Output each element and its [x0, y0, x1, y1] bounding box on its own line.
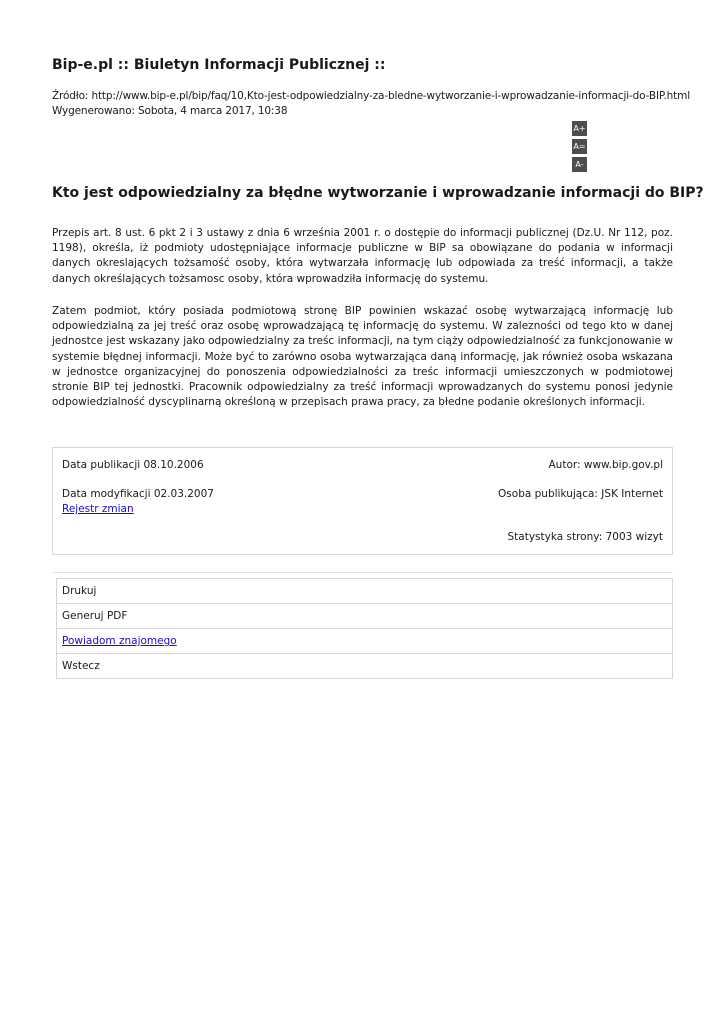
article-paragraph-2: Zatem podmiot, który posiada podmiotową stronę BIP powinien wskazać osobę wytwarzającą informację lub odpowiedzialną za jej treść oraz osobę wprowadzającą tę informację do systemu. W zalezności od tego kto w danej jednostce jest wskazany jako odpowiedzialny za treśc informacji, na tym ciąży odpowiedzialność za funkcjonowanie w systemie błędnej informacji. Może być to zarówno osoba wytwarzająca daną informację, jak również osoba wskazana w jednostce organizacyjnej do ponoszenia odpowiedzialności za treśc informacji umieszczonych w podmiotowej stronie BIP tej jednostki. Pracownik odpowiedzialny za treść informacji wprowadzanych do systemu ponosi jedynie odpowiedzialność dyscyplinarną określoną w przepisach prawa pracy, za błedne podanie określonych informacji.: [52, 305, 673, 409]
font-size-controls: [572, 121, 587, 175]
generated-date: Wygenerowano: Sobota, 4 marca 2017, 10:38: [52, 105, 288, 117]
back-action[interactable]: Wstecz: [56, 654, 673, 679]
print-action[interactable]: Drukuj: [56, 578, 673, 604]
article-title: Kto jest odpowiedzialny za błędne wytworzanie i wprowadzanie informacji do BIP?: [52, 185, 704, 201]
actions-list: [56, 578, 673, 679]
source-url: Źródło: http://www.bip-e.pl/bip/faq/10,Kto-jest-odpowiedzialny-za-bledne-wytworzanie-i-wprowadzanie-informacji-do-BIP.html: [52, 90, 690, 102]
change-log-link[interactable]: Rejestr zmian: [62, 503, 134, 515]
font-decrease-button[interactable]: A-: [572, 157, 587, 172]
article-paragraph-1: Przepis art. 8 ust. 6 pkt 2 i 3 ustawy z dnia 6 września 2001 r. o dostępie do informacji publicznej (Dz.U. Nr 112, poz. 1198), określa, iż podmioty udostępniające informacje publiczne w BIP sa obowiązane do podania w informacji danych okreslających tożsamość osoby, która wytwarzała informację lub odpowiada za treść informacji, a także danych określających tożsamosc osoby, która wprowadziła informację do systemu.: [52, 227, 673, 285]
page-stats: Statystyka strony: 7003 wizyt: [507, 531, 663, 543]
notify-friend-link[interactable]: Powiadom znajomego: [62, 635, 177, 647]
font-increase-button[interactable]: A+: [572, 121, 587, 136]
publication-date: Data publikacji 08.10.2006: [62, 459, 204, 471]
publisher: Osoba publikująca: JSK Internet: [498, 488, 663, 500]
notify-friend-item: [56, 629, 673, 654]
author: Autor: www.bip.gov.pl: [548, 459, 663, 471]
publication-info-box: [52, 447, 673, 555]
font-default-button[interactable]: A=: [572, 139, 587, 154]
site-title: Bip-e.pl :: Biuletyn Informacji Publicznej ::: [52, 57, 386, 73]
divider: [52, 572, 673, 573]
modification-date: Data modyfikacji 02.03.2007: [62, 488, 214, 500]
generate-pdf-action[interactable]: Generuj PDF: [56, 604, 673, 629]
